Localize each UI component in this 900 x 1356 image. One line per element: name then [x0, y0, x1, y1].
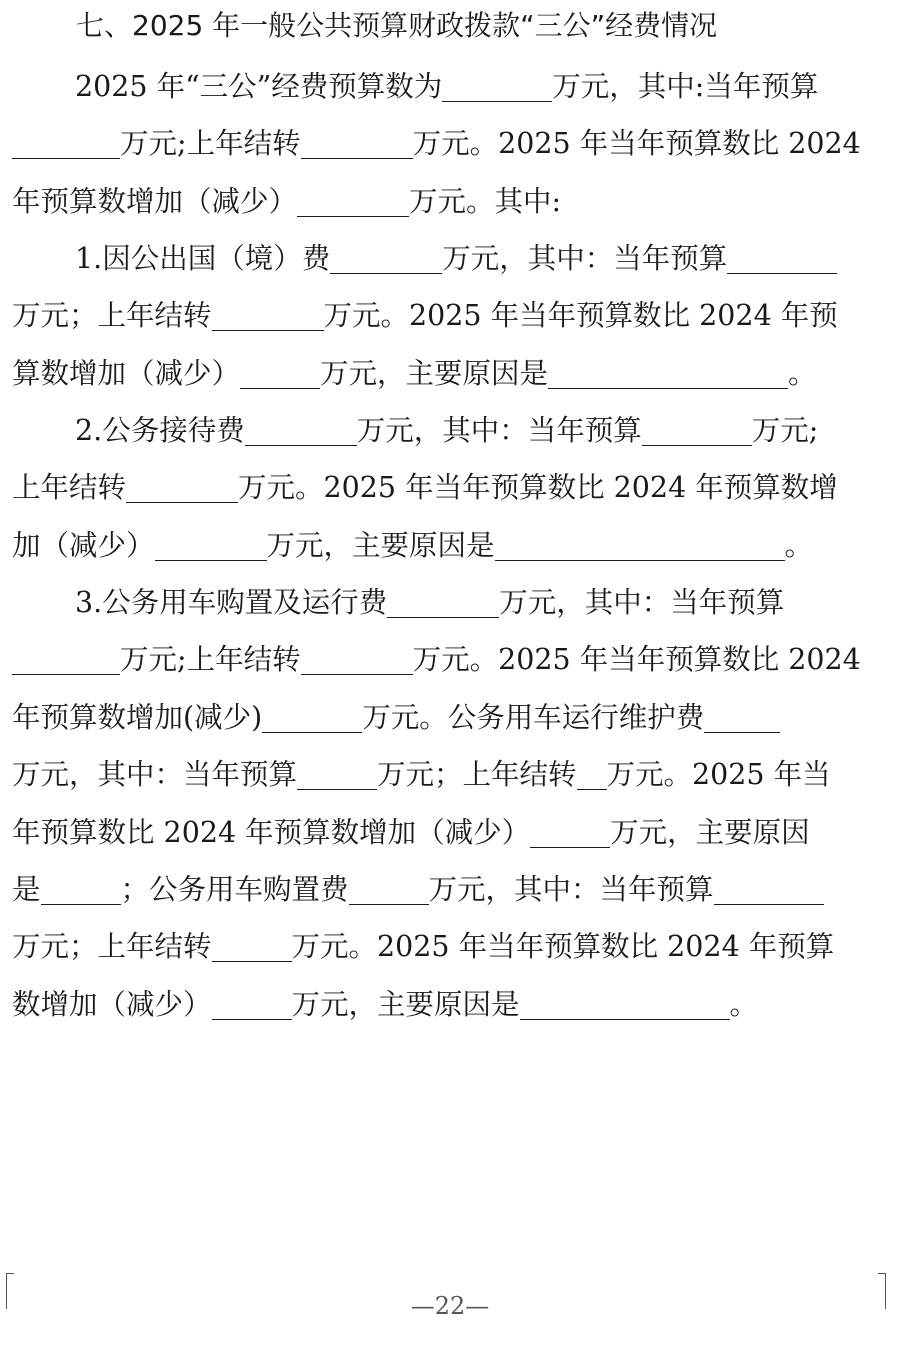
blank-field: [212, 931, 292, 962]
text-run: 万元，主要原因是: [266, 528, 495, 562]
text-run: 万元，其中：当年预算: [428, 872, 714, 906]
blank-field: [330, 243, 442, 274]
blank-field: [12, 644, 120, 675]
text-run: 年预算数增加(减少): [12, 700, 263, 734]
text-line: [12, 689, 884, 746]
text-run: 万元，主要原因是: [291, 987, 520, 1021]
text-run: 。: [784, 528, 814, 562]
blank-field: [727, 243, 837, 274]
text-run: 万元。2025 年当年预算数比 2024 年预: [323, 299, 838, 333]
text-run: 年预算数比 2024 年预算数增加（减少）: [12, 815, 531, 849]
text-line: [12, 861, 884, 918]
text-run: 万元。2025 年当年预算数比 2024 年预算数增: [238, 471, 838, 505]
text-line: [12, 976, 884, 1033]
reception-expense-paragraph: [12, 402, 884, 574]
text-run: 万元；上年结转: [12, 930, 212, 964]
text-run: 万元，其中：当年预算: [12, 758, 298, 792]
blank-field: [212, 989, 292, 1020]
blank-field: [301, 644, 413, 675]
text-run: 万元；上年结转: [377, 758, 577, 792]
text-line: [12, 58, 884, 115]
blank-field: [704, 702, 780, 733]
text-run: 万元;上年结转: [120, 643, 301, 677]
text-run: 年预算数增加（减少）: [12, 184, 298, 218]
text-line: [12, 345, 884, 402]
text-run: 算数增加（减少）: [12, 356, 241, 390]
vehicle-expense-paragraph: [12, 574, 884, 1033]
blank-field: [262, 702, 362, 733]
blank-field: [577, 759, 607, 790]
blank-field: [12, 128, 120, 159]
blank-field: [714, 874, 824, 905]
blank-field: [155, 530, 267, 561]
blank-field: [297, 186, 409, 217]
text-run: 万元，主要原因是: [320, 356, 549, 390]
text-run: 万元，其中：当年预算: [356, 414, 642, 447]
text-run: 2.公务接待费: [75, 414, 245, 447]
text-run: 万元。2025 年当: [606, 758, 831, 792]
blank-field: [240, 358, 320, 389]
page-number: —22—: [410, 1292, 490, 1320]
text-line: [12, 918, 884, 975]
blank-field: [442, 71, 552, 102]
section-heading: 七、2025 年一般公共预算财政拨款“三公”经费情况: [76, 9, 718, 42]
summary-paragraph: [12, 58, 884, 230]
text-run: ；公务用车购置费: [120, 872, 349, 906]
blank-field: [301, 128, 413, 159]
text-run: 。: [788, 356, 817, 390]
text-line: [12, 631, 884, 688]
blank-field: [495, 530, 785, 561]
text-line: [12, 115, 884, 172]
text-line: [12, 804, 884, 861]
text-line: [12, 173, 884, 230]
text-line: [12, 230, 884, 287]
text-run: 万元;上年结转: [120, 127, 301, 161]
text-line: [12, 517, 884, 574]
text-run: 数增加（减少）: [12, 987, 212, 1021]
text-run: 3.公务用车购置及运行费: [75, 586, 388, 619]
blank-field: [349, 874, 429, 905]
text-run: 万元。2025 年当年预算数比 2024 年预算: [291, 930, 835, 964]
text-run: 万元，其中：当年预算: [499, 586, 785, 619]
blank-field: [520, 989, 730, 1020]
text-run: 万元，主要原因: [610, 815, 810, 849]
text-line: [12, 287, 884, 344]
text-run: 万元。公务用车运行维护费: [362, 700, 705, 734]
text-run: 万元。2025 年当年预算数比 2024: [412, 127, 861, 161]
text-run: 。: [729, 987, 759, 1021]
blank-field: [41, 874, 121, 905]
text-run: 加（减少）: [12, 528, 155, 562]
text-line: [12, 574, 884, 631]
text-run: 上年结转: [12, 471, 127, 505]
text-line: [12, 746, 884, 803]
blank-field: [548, 358, 788, 389]
blank-field: [297, 759, 377, 790]
text-run: 万元。其中:: [409, 184, 562, 218]
text-run: 万元，其中:当年预算: [552, 70, 819, 103]
text-run: 万元;: [751, 414, 819, 447]
text-run: 万元，其中：当年预算: [442, 242, 728, 275]
blank-field: [212, 300, 324, 331]
blank-field: [387, 587, 499, 618]
blank-field: [642, 415, 752, 446]
text-run: 1.因公出国（境）费: [75, 242, 331, 275]
text-run: 万元。2025 年当年预算数比 2024: [412, 643, 861, 677]
text-run: 万元；上年结转: [12, 299, 212, 333]
text-line: [12, 402, 884, 459]
text-run: 2025 年“三公”经费预算数为: [75, 70, 443, 103]
text-line: [12, 459, 884, 516]
blank-field: [245, 415, 357, 446]
blank-field: [126, 472, 238, 503]
overseas-travel-paragraph: [12, 230, 884, 402]
text-run: 是: [12, 872, 41, 906]
blank-field: [530, 817, 610, 848]
